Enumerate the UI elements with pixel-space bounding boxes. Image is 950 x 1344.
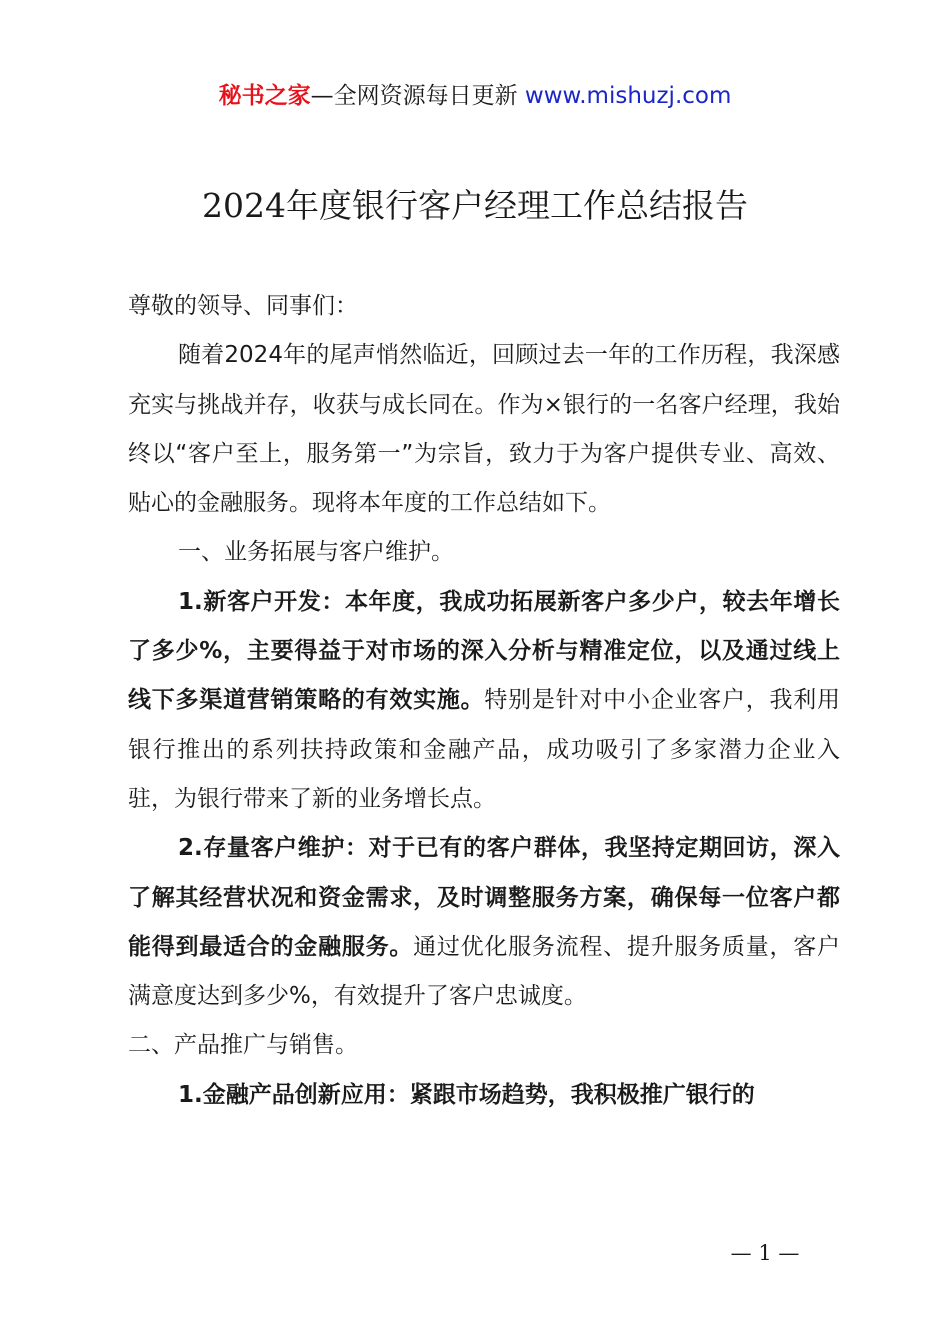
paragraph-text: 通过优化服务流程、提升服务质量，客户满意度达到多少%，有效提升了客户忠诚度。 [128,933,841,1010]
page-number: — 1 — [730,1241,800,1265]
site-header [0,80,950,112]
document-title: 2024年度银行客户经理工作总结报告 [202,186,748,225]
paragraph [128,824,840,1021]
salutation: 尊敬的领导、同事们： [128,293,358,319]
paragraph [128,1071,840,1120]
paragraph [128,578,840,824]
site-url-link[interactable]: www.mishuzj.com [524,83,732,109]
section-heading: 一、业务拓展与客户维护。 [178,539,454,566]
paragraph-text: 特别是针对中小企业客户，我利用银行推出的系列扶持政策和金融产品，成功吸引了多家潜力企业入驻，为银行带来了新的业务增长点。 [128,687,841,812]
section-heading: 二、产品推广与销售。 [128,1032,358,1059]
paragraph-bold-lead: 1.新客户开发：本年度，我成功拓展新客户多少户，较去年增长了多少%，主要得益于对市场的深入分析与精准定位，以及通过线上线下多渠道营销策略的有效实施。 [128,588,840,714]
intro-paragraph: 随着2024年的尾声悄然临近，回顾过去一年的工作历程，我深感充实与挑战并存，收获与成长同在。作为×银行的一名客户经理，我始终以“客户至上，服务第一”为宗旨，致力于为客户提供专业、高效、贴心的金融服务。现将本年度的工作总结如下。 [128,342,840,517]
site-brand: 秘书之家 [218,83,311,109]
site-tagline: —全网资源每日更新 [310,83,518,109]
paragraph-bold-lead: 2.存量客户维护：对于已有的客户群体，我坚持定期回访，深入了解其经营状况和资金需求，及时调整服务方案，确保每一位客户都能得到最适合的金融服务。 [128,835,840,960]
paragraph-bold-lead: 1.金融产品创新应用：紧跟市场趋势，我积极推广银行的 [178,1081,755,1108]
document-body [128,282,840,1120]
